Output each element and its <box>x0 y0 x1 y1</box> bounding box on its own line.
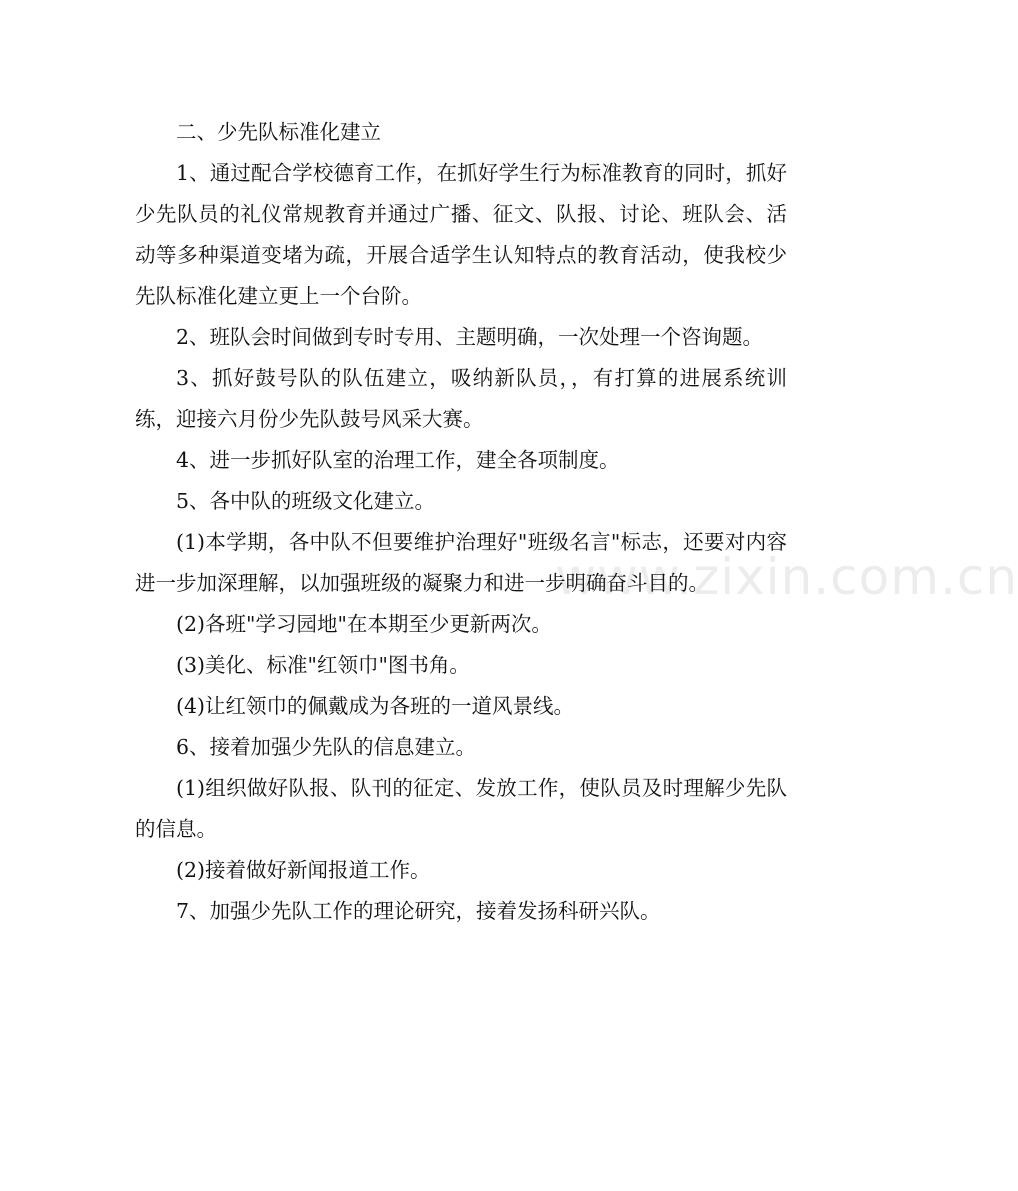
watermark-text: www.zixin.com.cn <box>555 548 1018 606</box>
document-body <box>135 112 787 932</box>
paragraph-item-3: 3、抓好鼓号队的队伍建立，吸纳新队员，，有打算的进展系统训练，迎接六月份少先队鼓号风采大赛。 <box>135 366 787 431</box>
paragraph-item-2: 2、班队会时间做到专时专用、主题明确，一次处理一个咨询题。 <box>176 325 764 349</box>
paragraph-item-5-4: (4)让红领巾的佩戴成为各班的一道风景线。 <box>176 694 575 718</box>
paragraph-item-6-2: (2)接着做好新闻报道工作。 <box>176 858 431 882</box>
paragraph-item-5-2: (2)各班"学习园地"在本期至少更新两次。 <box>176 612 552 636</box>
paragraph-item-6-1: (1)组织做好队报、队刊的征定、发放工作，使队员及时理解少先队的信息。 <box>135 776 787 841</box>
section-heading: 二、少先队标准化建立 <box>176 120 381 144</box>
paragraph-item-5-3: (3)美化、标准"红领巾"图书角。 <box>176 653 470 677</box>
paragraph-item-1: 1、通过配合学校德育工作，在抓好学生行为标准教育的同时，抓好少先队员的礼仪常规教育并通过广播、征文、队报、讨论、班队会、活动等多种渠道变堵为疏，开展合适学生认知特点的教育活动，使我校少先队标准化建立更上一个台阶。 <box>135 161 787 308</box>
paragraph-item-5: 5、各中队的班级文化建立。 <box>176 489 436 513</box>
paragraph-item-4: 4、进一步抓好队室的治理工作，建全各项制度。 <box>176 448 620 472</box>
paragraph-item-6: 6、接着加强少先队的信息建立。 <box>176 735 477 759</box>
paragraph-item-7: 7、加强少先队工作的理论研究，接着发扬科研兴队。 <box>176 899 661 923</box>
paragraph-item-5-1: (1)本学期，各中队不但要维护治理好"班级名言"标志，还要对内容进一步加深理解，以加强班级的凝聚力和进一步明确奋斗目的。 <box>135 530 787 595</box>
